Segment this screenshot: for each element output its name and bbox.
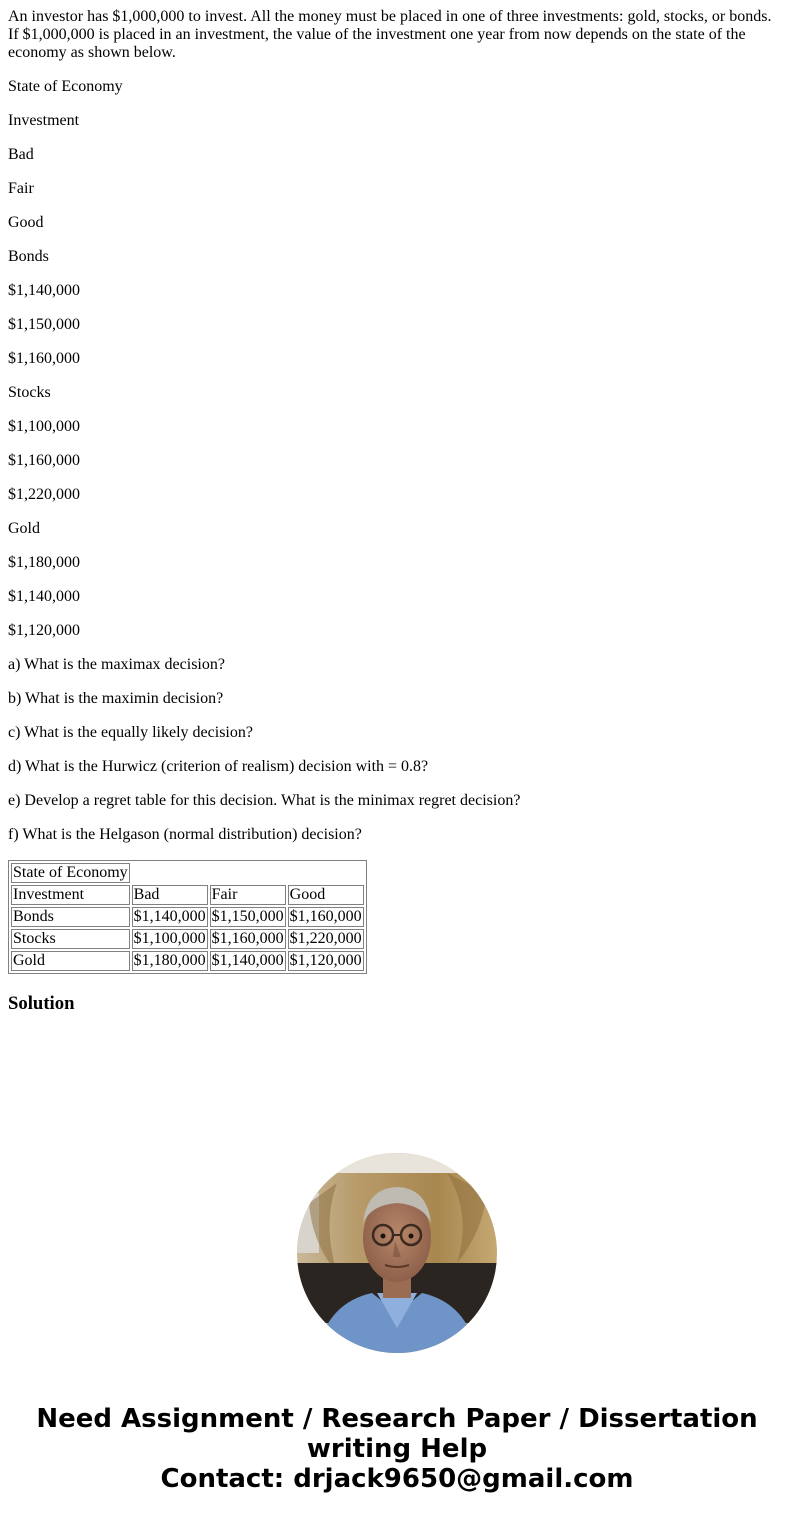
flat-cell-stocks-bad: $1,100,000 xyxy=(8,418,80,435)
table-cell: $1,180,000 xyxy=(133,952,206,969)
flat-cell-bonds: Bonds xyxy=(8,248,49,265)
table-cell: $1,160,000 xyxy=(289,908,362,925)
solution-heading: Solution xyxy=(8,993,75,1014)
flat-cell-bonds-bad: $1,140,000 xyxy=(8,282,80,299)
flat-cell-gold-good: $1,120,000 xyxy=(8,622,80,639)
flat-cell-gold-fair: $1,140,000 xyxy=(8,588,80,605)
promo-contact[interactable]: Contact: drjack9650@gmail.com xyxy=(160,1464,634,1494)
table-cell: $1,100,000 xyxy=(133,930,206,947)
flat-cell-good: Good xyxy=(8,214,44,231)
table-caption-cell: State of Economy xyxy=(13,864,128,881)
flat-cell-stocks-fair: $1,160,000 xyxy=(8,452,80,469)
question-b: b) What is the maximin decision? xyxy=(8,690,224,707)
promo-banner xyxy=(0,1404,794,1494)
table-header-row xyxy=(11,885,364,905)
table-cell: $1,140,000 xyxy=(133,908,206,925)
promo-line-1: Need Assignment / Research Paper / Dissertation xyxy=(36,1404,758,1434)
table-header-cell: Fair xyxy=(210,885,286,905)
flat-cell-fair: Fair xyxy=(8,180,34,197)
question-e: e) Develop a regret table for this decision. What is the minimax regret decision? xyxy=(8,792,521,809)
table-cell: $1,120,000 xyxy=(289,952,362,969)
flat-cell-gold: Gold xyxy=(8,520,40,537)
table-header-cell: Investment xyxy=(11,885,130,905)
table-header-cell: Bad xyxy=(132,885,208,905)
table-cell: Bonds xyxy=(11,907,130,927)
table-cell: Stocks xyxy=(11,929,130,949)
table-cell: $1,140,000 xyxy=(211,952,284,969)
table-cell: $1,160,000 xyxy=(211,930,284,947)
person-portrait-icon xyxy=(297,1153,497,1353)
table-row xyxy=(11,951,364,971)
flat-cell-investment: Investment xyxy=(8,112,80,129)
question-d: d) What is the Hurwicz (criterion of realism) decision with = 0.8? xyxy=(8,758,429,775)
flat-cell-bonds-good: $1,160,000 xyxy=(8,350,80,367)
avatar xyxy=(297,1153,497,1353)
promo-line-2: writing Help xyxy=(306,1434,488,1464)
problem-content xyxy=(8,8,786,990)
flat-cell-bonds-fair: $1,150,000 xyxy=(8,316,80,333)
question-c: c) What is the equally likely decision? xyxy=(8,724,253,741)
question-a: a) What is the maximax decision? xyxy=(8,656,225,673)
flat-cell-bad: Bad xyxy=(8,146,34,163)
question-f: f) What is the Helgason (normal distribution) decision? xyxy=(8,826,362,843)
table-cell: $1,150,000 xyxy=(211,908,284,925)
table-header-cell: Good xyxy=(288,885,364,905)
flat-cell-stocks-good: $1,220,000 xyxy=(8,486,80,503)
table-cell: Gold xyxy=(11,951,130,971)
table-cell: $1,220,000 xyxy=(289,930,362,947)
flat-cell-gold-bad: $1,180,000 xyxy=(8,554,80,571)
table-row xyxy=(11,929,364,949)
table-row xyxy=(11,907,364,927)
table-row xyxy=(11,863,364,883)
flat-cell-stocks: Stocks xyxy=(8,384,51,401)
flat-cell-state-of-economy: State of Economy xyxy=(8,78,123,95)
payoff-table xyxy=(8,860,367,974)
problem-intro: An investor has $1,000,000 to invest. All the money must be placed in one of three investments: gold, stocks, or bonds. If $1,000,000 is placed in an investment, the value of the investment one year from now depends on the state of the economy as shown below. xyxy=(8,8,772,61)
